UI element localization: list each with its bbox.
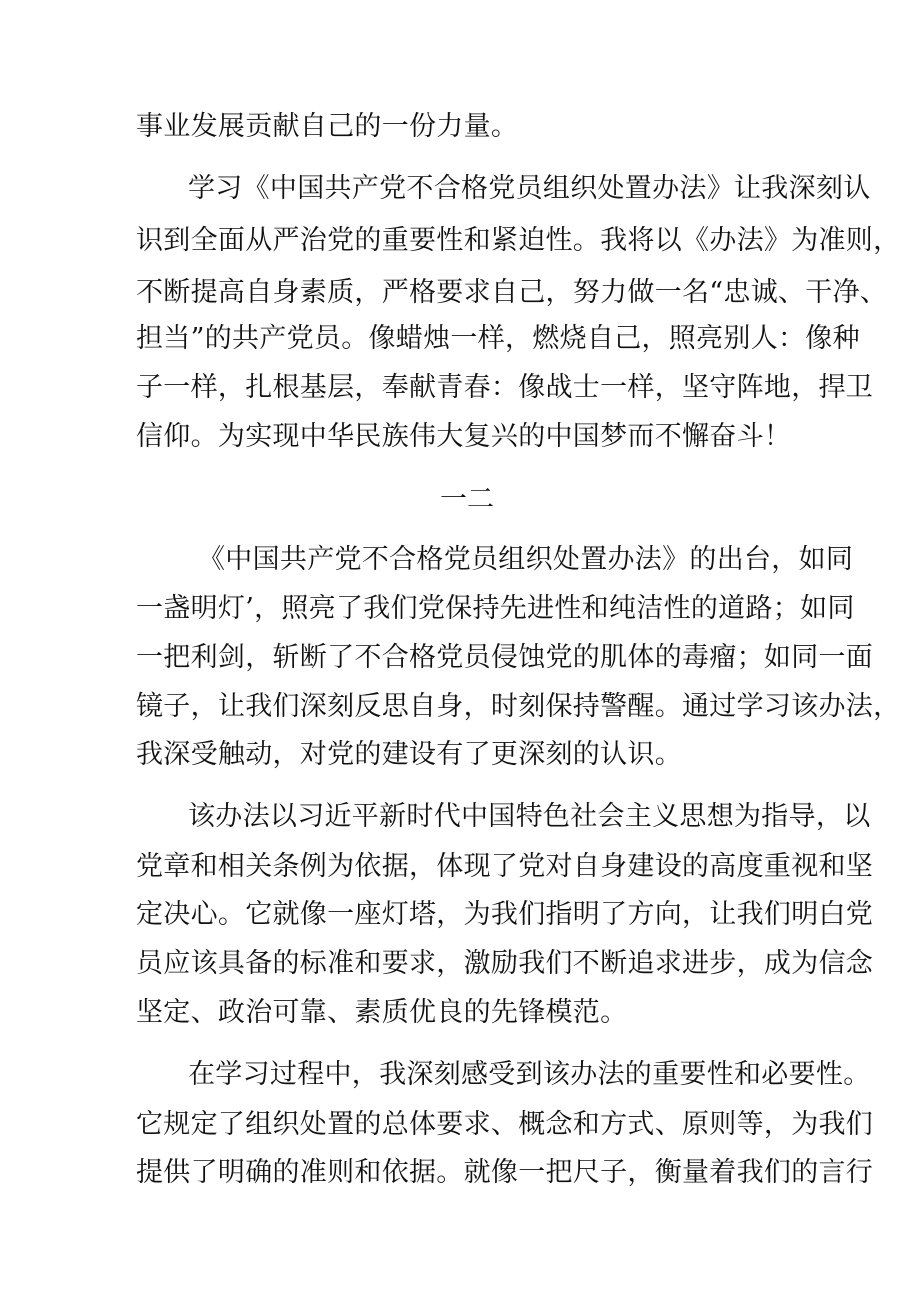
text-line: 子一样，扎根基层，奉献青春：像战士一样，坚守阵地，捍卫 — [136, 372, 874, 403]
text-line: 信仰。为实现中华民族伟大复兴的中国梦而不懈奋斗！ — [136, 421, 792, 452]
section-heading: 一二 — [440, 484, 494, 515]
text-line: 它规定了组织处置的总体要求、概念和方式、原则等，为我们 — [136, 1109, 874, 1140]
text-line: 镜子，让我们深刻反思自身，时刻保持警醒。通过学习该办法， — [136, 691, 901, 722]
text-line: 担当”的共产党员。像蜡烛一样，燃烧自己，照亮别人：像种 — [136, 323, 860, 354]
text-line: 不断提高自身素质，严格要求自己，努力做一名“忠诚、干净、 — [136, 277, 888, 308]
text-line: 一把利剑，斩断了不合格党员侵蚀党的肌体的毒瘤；如同一面 — [136, 642, 874, 673]
text-line: 我深受触动，对党的建设有了更深刻的认识。 — [136, 739, 682, 770]
text-line: 识到全面从严治党的重要性和紧迫性。我将以《办法》为准则， — [136, 225, 901, 256]
text-line: 提供了明确的准则和依据。就像一把尺子，衡量着我们的言行 — [136, 1157, 874, 1188]
text-line: 员应该具备的标准和要求，激励我们不断追求进步，成为信念 — [136, 948, 874, 979]
text-line: 党章和相关条例为依据，体现了党对自身建设的高度重视和坚 — [136, 851, 874, 882]
text-line: 学习《中国共产党不合格党员组织处置办法》让我深刻认 — [188, 173, 871, 204]
text-line: 坚定、政治可靠、素质优良的先锋模范。 — [136, 997, 628, 1028]
text-line: 《中国共产党不合格党员组织处置办法》的出台，如同 — [198, 544, 854, 575]
text-line: 定决心。它就像一座灯塔，为我们指明了方向，让我们明白党 — [136, 899, 874, 930]
text-line: 事业发展贡献自己的一份力量。 — [136, 111, 519, 142]
text-line: 在学习过程中，我深刻感受到该办法的重要性和必要性。 — [188, 1059, 871, 1090]
text-line: 该办法以习近平新时代中国特色社会主义思想为指导，以 — [188, 801, 871, 832]
text-line: 一盏明灯’，照亮了我们党保持先进性和纯洁性的道路；如同 — [136, 593, 855, 624]
